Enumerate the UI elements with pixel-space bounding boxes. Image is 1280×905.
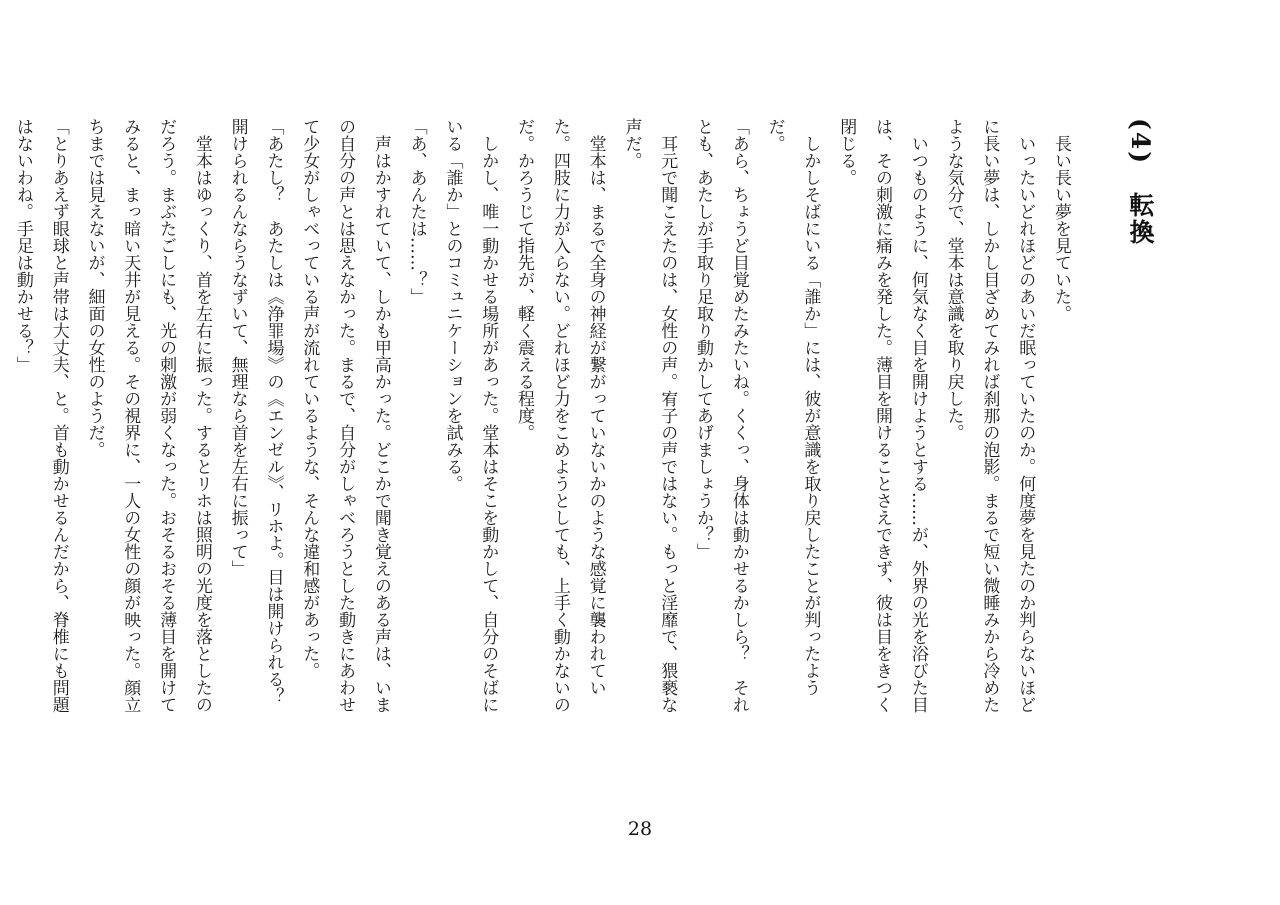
chapter-title: (4) 転換	[1126, 118, 1155, 247]
paragraph: いつものように、何気なく目を開けようとする……が、外界の光を浴びた目は、その刺激に痛みを発した。薄目を開けることさえできず、彼は目をきつく閉じる。	[836, 118, 928, 713]
paragraph: いったいどれほどのあいだ眠っていたのか。何度夢を見たのか判らないほどに長い夢は、しかし目ざめてみれば刹那の泡影。まるで短い微睡みから冷めたような気分で、堂本は意識を取り戻した。	[943, 118, 1036, 713]
page-number: 28	[627, 818, 653, 840]
paragraph: 声はかすれていて、しかも甲高かった。どこかで聞き覚えのある声は、いまの自分の声とは思えなかった。まるで、自分がしゃべろうとした動きにあわせて少女がしゃべっている声が流れているような、そんな違和感があった。	[299, 118, 391, 713]
body-text	[12, 118, 1078, 722]
paragraph: 「あら、ちょうど目覚めたみたいね。くくっ、身体は動かせるかしら？ それとも、あたしが手取り足取り動かしてあげましょうか？」	[693, 118, 749, 713]
paragraph: しかしそばにいる「誰か」には、彼が意識を取り戻したことが判ったようだ。	[764, 118, 821, 696]
paragraph: 堂本はゆっくり、首を左右に振った。するとリホは照明の光度を落としたのだろう。まぶたごしにも、光の刺激が弱くなった。おそるおそる薄目を開けてみると、まっ暗い天井が見える。その視界に、一人の女性の顔が映った。顔立ちまでは見えないが、細面の女性のようだ。	[84, 118, 212, 713]
paragraph: 「あ、あんたは……？」	[406, 118, 427, 305]
paragraph: 「とりあえず眼球と声帯は大丈夫、と。首も動かせるんだから、脊椎にも問題はないわね。手足は動かせる？」	[12, 118, 69, 713]
paragraph: 長い長い夢を見ていた。	[1051, 118, 1071, 322]
paragraph: 堂本は、まるで全身の神経が繋がっていないかのような感覚に襲われていた。四肢に力が入らない。どれほど力をこめようとしても、上手く動かないのだ。かろうじて指先が、軽く震える程度。	[514, 118, 606, 713]
paragraph: しかし、唯一動かせる場所があった。堂本はそこを動かして、自分のそばにいる「誰か」とのコミュニケーションを試みる。	[442, 118, 499, 713]
paragraph: 「あたし？ あたしは《浄罪場》の《エンゼル》、リホよ。目は開けられる？ 開けられるんならうなずいて、無理なら首を左右に振って」	[227, 118, 284, 722]
paragraph: 耳元で聞こえたのは、女性の声。宥子の声ではない。もっと淫靡で、猥褻な声だ。	[621, 118, 678, 713]
